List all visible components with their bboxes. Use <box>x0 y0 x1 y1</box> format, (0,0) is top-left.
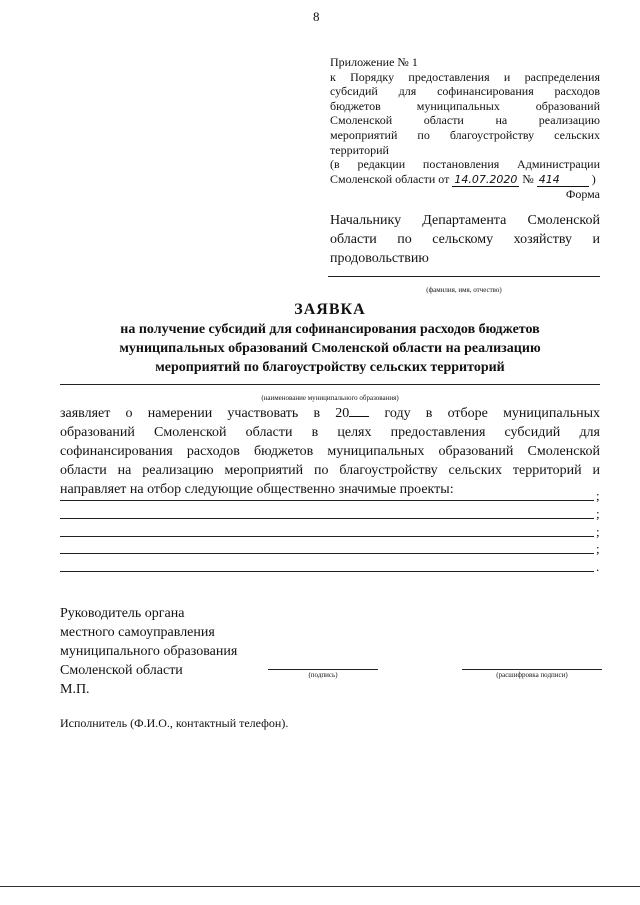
signature-decode-line <box>462 669 602 670</box>
signer-line: муниципального образования <box>60 644 238 659</box>
body-line-part: году в отборе муниципальных <box>384 406 600 421</box>
page-bottom-border <box>0 886 640 887</box>
edition-number-label: № <box>522 171 534 186</box>
addressee-line: Начальнику Департамента Смоленской <box>330 213 600 228</box>
appendix-line: субсидий для софинансирования расходов <box>330 84 600 99</box>
body-text <box>60 402 600 499</box>
fio-field-line <box>328 276 600 277</box>
edition-date: 14.07.2020 <box>454 172 518 186</box>
appendix-line: бюджетов муниципальных образований <box>330 98 600 113</box>
fio-caption: (фамилия, имя, отчество) <box>426 286 502 294</box>
appendix-line: Смоленской области на реализацию <box>330 113 600 128</box>
signature-caption: (подпись) <box>308 671 338 679</box>
body-line: образований Смоленской области в целях предоставления субсидий для <box>60 425 600 440</box>
signature-decode-caption: (расшифровка подписи) <box>496 671 568 679</box>
executor-note: Исполнитель (Ф.И.О., контактный телефон). <box>60 716 289 730</box>
project-line-punct: . <box>596 559 600 574</box>
project-line-punct: ; <box>596 488 600 503</box>
edition-line: (в редакции постановления Администрации <box>330 157 600 172</box>
year-blank <box>349 402 369 417</box>
municipality-field-line <box>60 384 600 385</box>
page-number: 8 <box>313 9 320 24</box>
addressee-line: продовольствию <box>330 251 429 266</box>
body-line: софинансирования расходов бюджетов муниципальных образований Смоленской <box>60 444 600 459</box>
municipality-caption: (наименование муниципального образования) <box>261 394 399 402</box>
stamp-label: М.П. <box>60 682 90 697</box>
body-line-part: заявляет о намерении участвовать в 20 <box>60 406 350 421</box>
project-line <box>60 536 594 537</box>
signature-line <box>268 669 378 670</box>
signer-line: Смоленской области <box>60 663 183 678</box>
project-line <box>60 553 594 554</box>
title-line: муниципальных образований Смоленской области на реализацию <box>119 341 541 356</box>
edition-date-line <box>330 172 600 187</box>
addressee-line: области по сельскому хозяйству и <box>330 232 600 247</box>
project-line <box>60 571 594 572</box>
appendix-line: к Порядку предоставления и распределения <box>330 69 600 84</box>
title-line: мероприятий по благоустройству сельских территорий <box>155 360 505 375</box>
document-title: ЗАЯВКА <box>294 301 366 318</box>
appendix-block <box>330 55 600 201</box>
edition-close: ) <box>591 171 596 186</box>
project-line-punct: ; <box>596 506 600 521</box>
signer-line: Руководитель органа <box>60 606 185 621</box>
project-line <box>60 500 594 501</box>
project-line <box>60 518 594 519</box>
title-block <box>60 300 600 377</box>
signer-block <box>60 604 300 699</box>
appendix-heading: Приложение № 1 <box>330 55 418 69</box>
addressee-block <box>330 211 600 268</box>
edition-prefix: Смоленской области от <box>330 171 450 186</box>
form-label: Форма <box>565 186 600 201</box>
body-line <box>60 402 600 423</box>
appendix-line: мероприятий по благоустройству сельских <box>330 127 600 142</box>
title-line: на получение субсидий для софинансирования расходов бюджетов <box>120 322 540 337</box>
body-line: направляет на отбор следующие общественно значимые проекты: <box>60 482 454 497</box>
project-line-punct: ; <box>596 524 600 539</box>
edition-number: 414 <box>537 174 589 187</box>
project-line-punct: ; <box>596 541 600 556</box>
body-line: области на реализацию мероприятий по благоустройству сельских территорий и <box>60 463 600 478</box>
signer-line: местного самоуправления <box>60 625 215 640</box>
appendix-last-line: территорий <box>330 142 389 157</box>
